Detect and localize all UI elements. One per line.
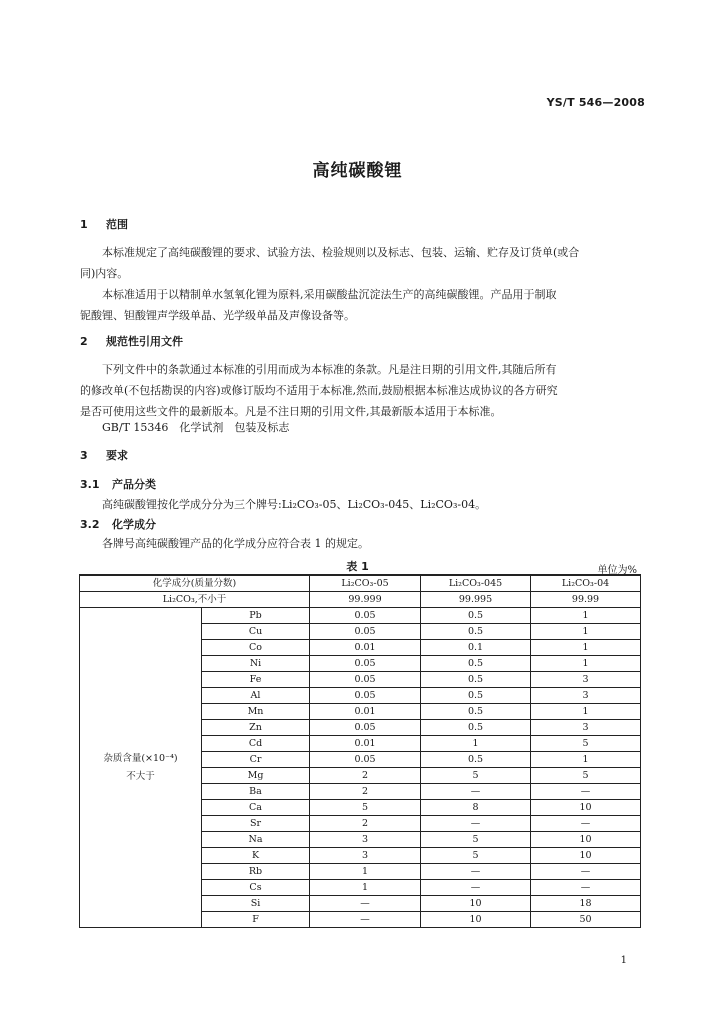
impurity-element: Cd bbox=[202, 736, 310, 752]
impurity-value: 5 bbox=[421, 832, 531, 848]
subsection-title: 产品分类 bbox=[112, 478, 156, 491]
impurity-value: 1 bbox=[531, 640, 641, 656]
section-1-heading bbox=[80, 216, 128, 232]
impurity-value: 3 bbox=[310, 848, 421, 864]
header-grade: Li₂CO₃-04 bbox=[531, 575, 641, 592]
section-title: 要求 bbox=[106, 449, 128, 462]
impurity-element: Mg bbox=[202, 768, 310, 784]
impurity-value: 5 bbox=[531, 736, 641, 752]
text-line: 本标准适用于以精制单水氢氧化锂为原料,采用碳酸盐沉淀法生产的高纯碳酸锂。产品用于制取 bbox=[102, 288, 557, 301]
impurity-value: — bbox=[421, 880, 531, 896]
purity-value: 99.999 bbox=[310, 592, 421, 608]
impurity-value: 2 bbox=[310, 784, 421, 800]
impurity-value: 0.5 bbox=[421, 752, 531, 768]
impurity-element: Cr bbox=[202, 752, 310, 768]
impurity-element: Al bbox=[202, 688, 310, 704]
impurity-value: 0.05 bbox=[310, 688, 421, 704]
impurity-value: 10 bbox=[531, 848, 641, 864]
purity-value: 99.99 bbox=[531, 592, 641, 608]
section-number: 2 bbox=[80, 335, 88, 348]
impurity-value: 0.01 bbox=[310, 736, 421, 752]
impurity-row bbox=[80, 608, 641, 624]
header-grade: Li₂CO₃-05 bbox=[310, 575, 421, 592]
impurity-value: 0.5 bbox=[421, 720, 531, 736]
impurity-value: 1 bbox=[421, 736, 531, 752]
impurity-value: 5 bbox=[310, 800, 421, 816]
impurity-group-label bbox=[80, 608, 202, 928]
impurity-value: 0.05 bbox=[310, 720, 421, 736]
impurity-value: 50 bbox=[531, 912, 641, 928]
impurity-value: 10 bbox=[421, 912, 531, 928]
purity-row bbox=[80, 592, 641, 608]
impurity-element: Cu bbox=[202, 624, 310, 640]
subsection-3-2-heading bbox=[80, 516, 156, 532]
impurity-value: 2 bbox=[310, 768, 421, 784]
section-1-paragraph-1 bbox=[80, 242, 645, 284]
header-composition-label: 化学成分(质量分数) bbox=[80, 575, 310, 592]
table-caption: 表 1 bbox=[346, 560, 369, 573]
impurity-element: F bbox=[202, 912, 310, 928]
impurity-value: 1 bbox=[531, 752, 641, 768]
section-2-heading bbox=[80, 333, 183, 349]
section-title: 规范性引用文件 bbox=[106, 335, 183, 348]
page-number: 1 bbox=[620, 955, 627, 966]
impurity-value: 0.01 bbox=[310, 704, 421, 720]
impurity-value: 0.01 bbox=[310, 640, 421, 656]
impurity-value: 0.5 bbox=[421, 656, 531, 672]
impurity-value: 0.05 bbox=[310, 656, 421, 672]
impurity-value: 1 bbox=[310, 880, 421, 896]
normative-reference: GB/T 15346 化学试剂 包装及标志 bbox=[102, 421, 290, 434]
impurity-value: 3 bbox=[531, 672, 641, 688]
impurity-value: — bbox=[310, 912, 421, 928]
impurity-value: — bbox=[531, 816, 641, 832]
text-line: 同)内容。 bbox=[80, 267, 129, 280]
subsection-title: 化学成分 bbox=[112, 518, 156, 531]
impurity-value: — bbox=[531, 880, 641, 896]
section-1-paragraph-2 bbox=[80, 284, 645, 326]
impurity-value: 0.5 bbox=[421, 688, 531, 704]
impurity-element: Pb bbox=[202, 608, 310, 624]
impurity-element: Zn bbox=[202, 720, 310, 736]
text-line: 铌酸锂、钽酸锂声学级单晶、光学级单晶及声像设备等。 bbox=[80, 309, 355, 322]
impurity-element: Sr bbox=[202, 816, 310, 832]
purity-value: 99.995 bbox=[421, 592, 531, 608]
impurity-value: 0.1 bbox=[421, 640, 531, 656]
impurity-value: 3 bbox=[531, 688, 641, 704]
impurity-element: Rb bbox=[202, 864, 310, 880]
impurity-value: 10 bbox=[531, 800, 641, 816]
impurity-value: 0.05 bbox=[310, 672, 421, 688]
impurity-value: 5 bbox=[421, 848, 531, 864]
document-title: 高纯碳酸锂 bbox=[312, 161, 403, 181]
impurity-value: 0.5 bbox=[421, 672, 531, 688]
subsection-number: 3.2 bbox=[80, 518, 100, 531]
standard-code: YS/T 546—2008 bbox=[546, 96, 645, 109]
impurity-value: — bbox=[421, 784, 531, 800]
impurity-element: Ni bbox=[202, 656, 310, 672]
subsection-number: 3.1 bbox=[80, 478, 100, 491]
subsection-3-1-text: 高纯碳酸锂按化学成分分为三个牌号:Li₂CO₃-05、Li₂CO₃-045、Li₂CO₃-04。 bbox=[102, 498, 487, 511]
text-line: 是否可使用这些文件的最新版本。凡是不注日期的引用文件,其最新版本适用于本标准。 bbox=[80, 405, 502, 418]
impurity-element: Fe bbox=[202, 672, 310, 688]
section-number: 1 bbox=[80, 218, 88, 231]
table-unit-note: 单位为% bbox=[597, 565, 637, 576]
table-header-row bbox=[80, 575, 641, 592]
impurity-value: 1 bbox=[531, 704, 641, 720]
impurity-value: 5 bbox=[421, 768, 531, 784]
impurity-element: Si bbox=[202, 896, 310, 912]
text-line: 下列文件中的条款通过本标准的引用而成为本标准的条款。凡是注日期的引用文件,其随后所有 bbox=[102, 363, 557, 376]
impurity-value: — bbox=[421, 816, 531, 832]
impurity-value: — bbox=[531, 784, 641, 800]
impurity-value: 1 bbox=[531, 608, 641, 624]
impurity-value: 18 bbox=[531, 896, 641, 912]
impurity-value: 0.05 bbox=[310, 624, 421, 640]
impurity-value: 0.05 bbox=[310, 752, 421, 768]
text-line: 本标准规定了高纯碳酸锂的要求、试验方法、检验规则以及标志、包装、运输、贮存及订货单(或合 bbox=[102, 246, 580, 259]
subsection-3-1-heading bbox=[80, 476, 156, 492]
impurity-value: 2 bbox=[310, 816, 421, 832]
purity-label: Li₂CO₃,不小于 bbox=[80, 592, 310, 608]
text-line: 的修改单(不包括勘误的内容)或修订版均不适用于本标准,然而,鼓励根据本标准达成协议的各方研究 bbox=[80, 384, 558, 397]
impurity-value: 10 bbox=[421, 896, 531, 912]
impurity-group-label-line: 杂质含量(×10⁻⁴) bbox=[103, 752, 178, 764]
impurity-element: Na bbox=[202, 832, 310, 848]
subsection-3-2-text: 各牌号高纯碳酸锂产品的化学成分应符合表 1 的规定。 bbox=[102, 537, 369, 550]
impurity-value: — bbox=[531, 864, 641, 880]
impurity-value: 0.5 bbox=[421, 608, 531, 624]
impurity-value: 5 bbox=[531, 768, 641, 784]
section-3-heading bbox=[80, 447, 128, 463]
impurity-value: 1 bbox=[531, 624, 641, 640]
impurity-value: 3 bbox=[531, 720, 641, 736]
impurity-value: 0.5 bbox=[421, 624, 531, 640]
impurity-element: Mn bbox=[202, 704, 310, 720]
impurity-value: 8 bbox=[421, 800, 531, 816]
impurity-value: 0.5 bbox=[421, 704, 531, 720]
impurity-value: — bbox=[421, 864, 531, 880]
impurity-value: 1 bbox=[310, 864, 421, 880]
section-number: 3 bbox=[80, 449, 88, 462]
impurity-element: K bbox=[202, 848, 310, 864]
impurity-value: 0.05 bbox=[310, 608, 421, 624]
impurity-value: 3 bbox=[310, 832, 421, 848]
impurity-element: Ca bbox=[202, 800, 310, 816]
section-2-paragraph bbox=[80, 359, 645, 422]
impurity-element: Ba bbox=[202, 784, 310, 800]
impurity-group-label-line: 不大于 bbox=[126, 770, 155, 782]
header-grade: Li₂CO₃-045 bbox=[421, 575, 531, 592]
impurity-element: Cs bbox=[202, 880, 310, 896]
impurity-element: Co bbox=[202, 640, 310, 656]
section-title: 范围 bbox=[106, 218, 128, 231]
chemical-composition-table bbox=[79, 574, 641, 928]
impurity-value: — bbox=[310, 896, 421, 912]
impurity-value: 10 bbox=[531, 832, 641, 848]
impurity-value: 1 bbox=[531, 656, 641, 672]
